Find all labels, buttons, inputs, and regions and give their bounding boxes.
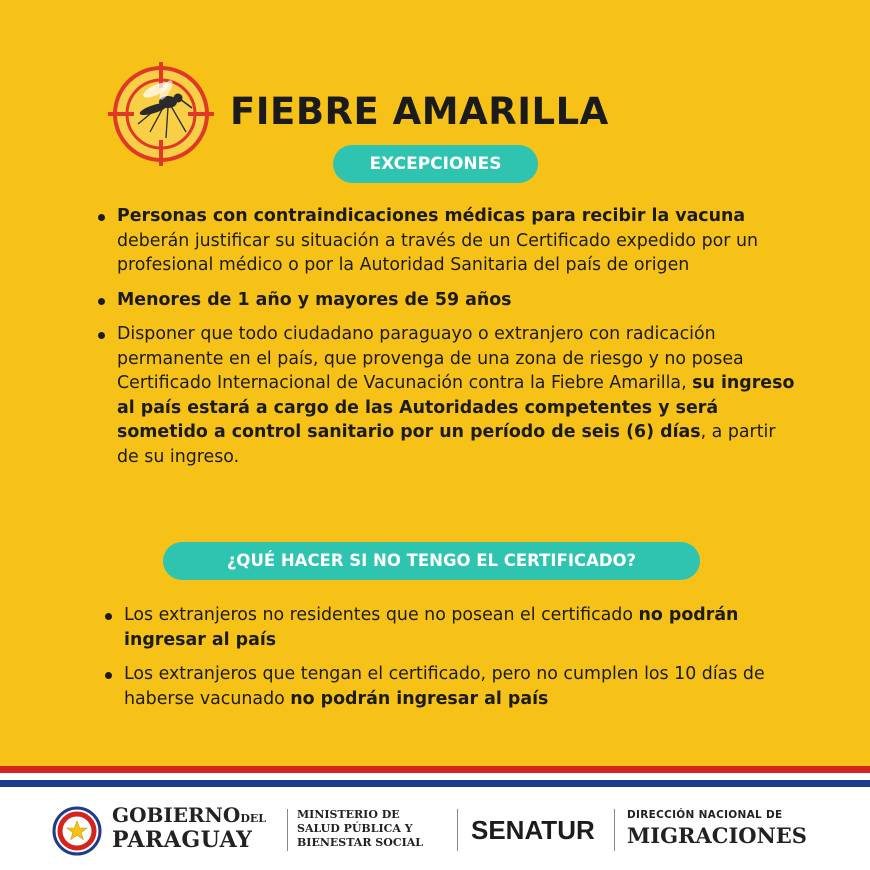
answers-list bbox=[103, 603, 793, 711]
list-item bbox=[96, 322, 796, 469]
mosquito-crosshair-icon bbox=[108, 62, 214, 166]
list-item bbox=[96, 288, 796, 313]
item-text: Los extranjeros no residentes que no posean el certificado bbox=[124, 605, 639, 625]
direccion-label: DIRECCIÓN NACIONAL DE bbox=[627, 809, 783, 821]
government-seal-icon bbox=[52, 806, 102, 856]
exceptions-list bbox=[96, 204, 796, 469]
ministry-line: MINISTERIO DE bbox=[297, 808, 400, 821]
item-text: , a partir de su ingreso. bbox=[117, 422, 776, 467]
item-text: Disponer que todo ciudadano paraguayo o extranjero con radicación permanente en el país, que provenga de una zona de riesgo y no posea Certificado Internacional de Vacunación contra la Fiebre Amarilla, bbox=[117, 324, 744, 393]
item-bold-text: Personas con contraindicaciones médicas para recibir la vacuna bbox=[117, 206, 746, 226]
gov-name-line2: PARAGUAY bbox=[112, 827, 253, 853]
flag-stripe-blue bbox=[0, 780, 870, 787]
divider bbox=[614, 809, 615, 851]
ministry-logo bbox=[297, 808, 423, 850]
bullet-icon bbox=[98, 214, 105, 221]
page-title: FIEBRE AMARILLA bbox=[230, 90, 609, 133]
flag-stripe-red bbox=[0, 766, 870, 773]
migraciones-logo: MIGRACIONES bbox=[627, 823, 807, 848]
ministry-line: SALUD PÚBLICA Y bbox=[297, 822, 413, 835]
senatur-logo: SENATUR bbox=[471, 815, 595, 845]
bullet-icon bbox=[105, 672, 112, 679]
list-item bbox=[96, 204, 796, 278]
item-bold-text: su ingreso al país estará a cargo de las Autoridades competentes y será sometido a control sanitario por un período de seis (6) días bbox=[117, 373, 795, 442]
item-bold-text: Menores de 1 año y mayores de 59 años bbox=[117, 289, 512, 310]
item-text: Los extranjeros que tengan el certificado, pero no cumplen los 10 días de haberse vacunado bbox=[124, 664, 765, 709]
list-item bbox=[103, 662, 793, 711]
bullet-icon bbox=[98, 332, 105, 339]
divider bbox=[287, 809, 288, 851]
footer-logos bbox=[0, 787, 870, 870]
exceptions-label: EXCEPCIONES bbox=[333, 145, 538, 183]
flag-stripe-white bbox=[0, 773, 870, 780]
item-bold-text: no podrán ingresar al país bbox=[290, 688, 549, 709]
gov-name-line1 bbox=[112, 803, 266, 827]
question-label: ¿QUÉ HACER SI NO TENGO EL CERTIFICADO? bbox=[163, 542, 700, 580]
bullet-icon bbox=[105, 613, 112, 620]
divider bbox=[457, 809, 458, 851]
item-bold-text: no podrán ingresar al país bbox=[124, 605, 739, 650]
bullet-icon bbox=[98, 298, 105, 305]
gov-line1-text: GOBIERNO bbox=[112, 803, 241, 827]
gov-del-text: DEL bbox=[240, 812, 267, 825]
item-text: deberán justificar su situación a través de un Certificado expedido por un profesional médico o por la Autoridad Sanitaria del país de origen bbox=[117, 230, 758, 275]
list-item bbox=[103, 603, 793, 652]
ministry-line: BIENESTAR SOCIAL bbox=[297, 836, 423, 849]
